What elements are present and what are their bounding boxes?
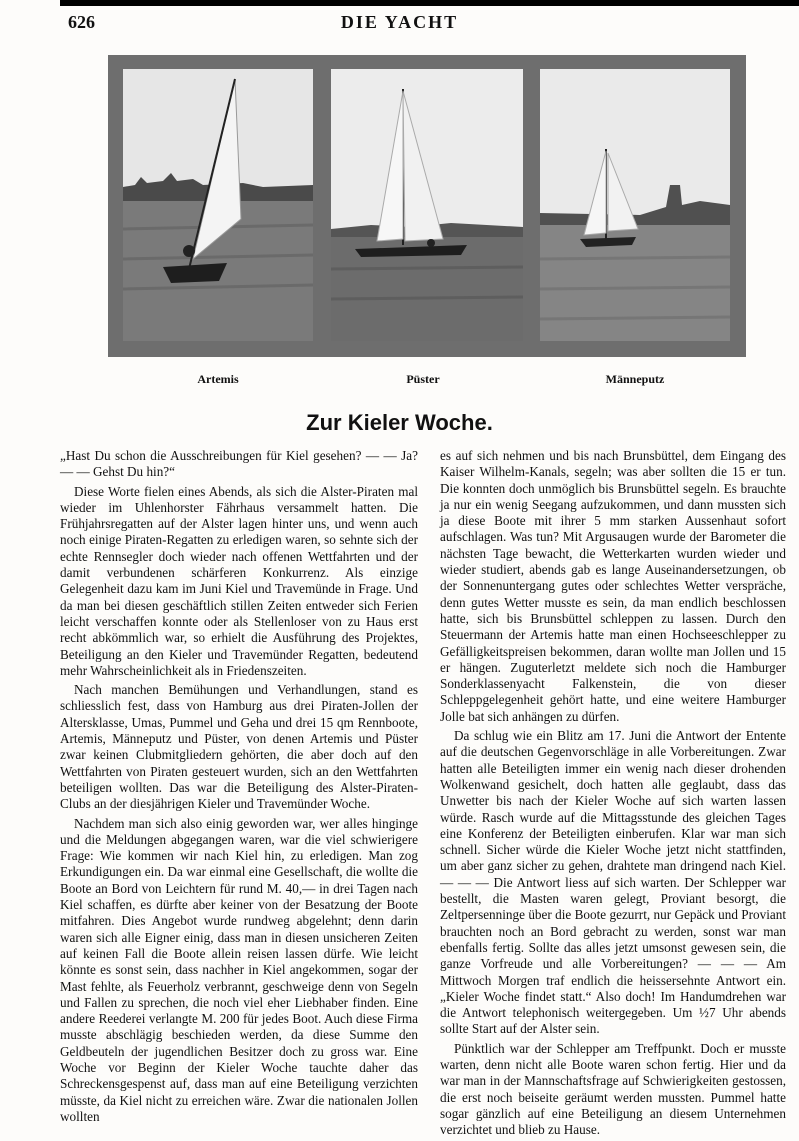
photo-maenneputz — [540, 69, 730, 341]
paragraph: Diese Worte fielen eines Abends, als sich die Alster-Piraten mal wieder im Uhlenhorster Fährhaus versammelt hatten. Die Frühjahrsregatten auf der Alster lagen hinter uns, und wenn auch noch einige Piraten-Regatten zu erledigen waren, so sehnte sich der echte Rennsegler doch wieder nach offenen Wettfahrten und der damit verbundenen schärferen Konkurrenz. Als einzige Gelegenheit dazu kam im Juni Kiel und Travemünde in Frage. Und da man bei diesen geschäftlich stillen Zeiten entweder sich Ferien leicht verschaffen konnte oder als Stellenloser von zu Haus erst recht abkömmlich war, so erhielt die Ausführung des Projektes, Beteiligung an den Kieler und Travemünder Regatten, bedeutend mehr Wahrscheinlichkeit als in Friedenszeiten. — [60, 483, 418, 678]
caption-puester: Püster — [406, 372, 440, 386]
page-number: 626 — [68, 12, 95, 32]
photo-plate — [108, 55, 746, 357]
paragraph: es auf sich nehmen und bis nach Brunsbüttel, dem Eingang des Kaiser Wilhelm-Kanals, segeln; was aber sollten die 15 er tun. Die konnten doch unmöglich bis Brunsbüttel segeln. Es brauchte ja nur ein wenig Seegang aufzukommen, und dann mussten sich ja diese Boote mit ihrer 5 mm starken Aussenhaut sofort aufschlagen. Was tun? Mit Argusaugen wurde der Barometer die nächsten Tage bewacht, die Wetterkarten wurden wieder und wieder studiert, abends gab es lange Auseinandersetzungen, ob der Sonnenuntergang gutes oder schlechtes Wetter verspräche, denn gutes Wetter musste es sein, da man endlich beschlossen hatte, sich bis Brunsbüttel schleppen zu lassen. Durch den Steuermann der Artemis hatte man einen Hochseeschlepper zu Gefälligkeitspreisen bekommen, daran wollte man Jollen und 15 er hängen. Zuguterletzt meldete sich noch die Hamburger Sonderklassenyacht Falkenstein, die von dieser Schleppgelegenheit gehört hatte, und eine weitere Hamburger Jolle bat sich anhängen zu dürfen. — [440, 448, 786, 724]
paragraph: Pünktlich war der Schlepper am Treffpunkt. Doch er musste warten, denn nicht alle Boote waren schon fertig. Hier und da war man in der Mannschaftsfrage auf Schwierigkeiten gestossen, die erst noch beiseite geräumt werden mussten. Pummel hatte sogar gänzlich auf eine Beteiligung an diesem Unternehmen verzichtet und blieb zu Hause. — [440, 1040, 786, 1138]
caption-maenneputz: Männeputz — [605, 372, 665, 386]
top-rule — [60, 0, 799, 6]
right-column — [440, 448, 786, 1141]
paragraph: Da schlug wie ein Blitz am 17. Juni die Antwort der Entente auf die deutschen Gegenvorschläge in alle Vorbereitungen. Zwar hatten alle Beteiligten immer ein wenig nach dieser drohenden Wolkenwand gesichelt, doch hatten alle geglaubt, dass das Unwetter bis nach der Kieler Woche auf sich warten lassen würde. Rasch wurde auf die Mittagsstunde des gleichen Tages eine Konferenz der Beteiligten einberufen. Klar war man sich schnell. Sicher würde die Kieler Woche jetzt nicht stattfinden, um aber ganz sicher zu gehen, drahtete man dringend nach Kiel. — — — Die Antwort liess auf sich warten. Der Schlepper war bestellt, die Masten waren gelegt, Proviant besorgt, die Zeltpersenninge über die Boote gezurrt, nur Gepäck und Proviant brauchten noch an Bord gebracht zu werden, sonst war man ebenfalls fertig. Sollte das alles jetzt umsonst gewesen sein, die ganze Vorfreude und alle Vorbereitungen? — — — Am Mittwoch Morgen traf endlich die heissersehnte Antwort ein. „Kieler Woche findet statt.“ Also doch! Im Handumdrehen war die Antwort telephonisch weitergegeben. Um ½7 Uhr abends sollte Start auf der Alster sein. — [440, 728, 786, 1037]
photo-puester — [331, 69, 523, 341]
paragraph: „Hast Du schon die Ausschreibungen für Kiel gesehen? — — Ja? — — Gehst Du hin?“ — [60, 448, 418, 480]
paragraph: Nachdem man sich also einig geworden war, wer alles hinginge und die Meldungen abgegangen waren, war die viel schwierigere Frage: Wie kommen wir nach Kiel hin, zu erledigen. Man zog Erkundigungen ein. Da war einmal eine Gesellschaft, die wollte die Boote an Bord von Leichtern für rund M. 40,— in drei Tagen nach Kiel schaffen, es dürfte aber keiner von der Besatzung der Boote mitfahren. Dies Angebot wurde rundweg abgelehnt; denn darin waren sich alle Eigner einig, dass man in diesen unsicheren Zeiten auf keinen Fall die Boote allein reisen lassen dürfe. Wie leicht könnte es sonst sein, dass nachher in Kiel angekommen, sogar der Mast fehlte, als Feuerholz verbrannt, geschweige denn von Segeln und Fallen zu sprechen, die noch viel eher Liebhaber finden. Eine andere Reederei verlangte M. 200 für jedes Boot. Auch diese Firma musste abschlägig beschieden werden, da diese Summe den Geldbeuteln der jugendlichen Besitzer doch zu gross war. Eine Woche vor Beginn der Kieler Woche tauchte daher das Schreckensgespenst auf, dass man auf eine Beteiligung verzichten müsste, da Kiel nicht zu erreichen wäre. Zwar die nationalen Jollen wollten — [60, 815, 418, 1124]
article-title: Zur Kieler Woche. — [306, 410, 493, 435]
left-column — [60, 448, 418, 1128]
photo-artemis — [123, 69, 313, 341]
caption-artemis: Artemis — [197, 372, 239, 386]
running-title: DIE YACHT — [340, 12, 459, 32]
paragraph: Nach manchen Bemühungen und Verhandlungen, stand es schliesslich fest, dass von Hamburg aus drei Piraten-Jollen der Altersklasse, Umas, Pummel und Geha und drei 15 qm Rennboote, Artemis, Männeputz und Püster, von denen Artemis und Püster zwar keinen Clubmitgliedern gehörten, die aber doch auf den Wettfahrten von Piraten gesteuert wurden, sich an den Wettfahrten beteiligen wollten. Das war die Beteiligung des Alster-Piraten-Clubs an der diesjährigen Kieler und Travemünder Woche. — [60, 682, 418, 812]
